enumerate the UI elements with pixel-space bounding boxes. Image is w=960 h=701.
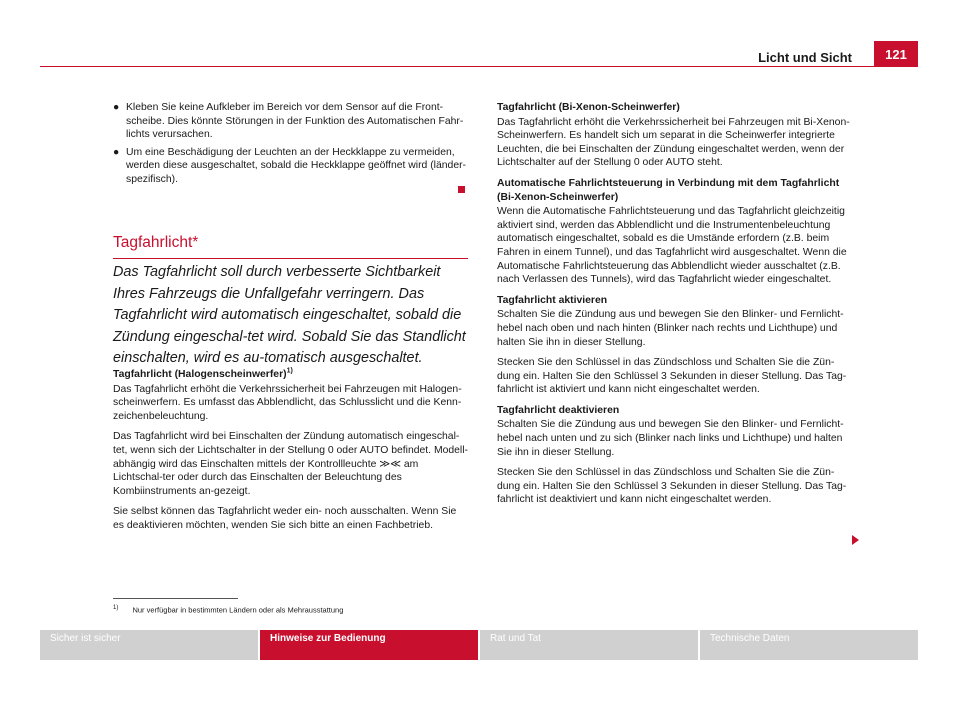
- paragraph: Das Tagfahrlicht erhöht die Verkehrssicherheit bei Fahrzeugen mit Halogen-scheinwerfern. Es umfasst das Abblendlicht, das Schlusslicht und die Kenn-zeichenbeleuchtung.: [113, 383, 462, 422]
- block-text: Das Tagfahrlicht erhöht die Verkehrssicherheit bei Fahrzeugen mit Bi-Xenon-Scheinwerfern. Es handelt sich um separat in die Scheinwerfer integrierte Leuchten, die bei Einschalten der Zündung eingeschaltet werden, wenn der Lichtschalter auf der Stellung 0 oder AUTO steht.: [497, 116, 850, 169]
- left-column-bottom: [113, 368, 468, 540]
- block-heading: Tagfahrlicht deaktivieren: [497, 404, 620, 416]
- bullet-icon: ●: [113, 146, 120, 158]
- continue-arrow-icon: [852, 535, 859, 545]
- tab-hinweise-zur-bedienung[interactable]: Hinweise zur Bedienung: [260, 630, 478, 660]
- tab-technische-daten[interactable]: Technische Daten: [700, 630, 918, 660]
- end-square-icon: [458, 186, 465, 193]
- block-heading: Tagfahrlicht aktivieren: [497, 294, 608, 306]
- text-block: [497, 294, 857, 349]
- paragraph: Das Tagfahrlicht wird bei Einschalten der Zündung automatisch eingeschal-tet, wenn sich der Lichtschalter in der Stellung 0 oder AUTO befindet. Modell-abhängig wird das Einschalten mittels der Kontrollleuchte ≫≪ am Lichtschal-ter oder durch das Einschalten der Beleuchtung des Kombiinstruments an-gezeigt.: [113, 431, 469, 497]
- footnote-mark: 1): [113, 605, 119, 611]
- sub-heading-text: Tagfahrlicht (Halogenscheinwerfer): [113, 369, 287, 380]
- bullet-text: Um eine Beschädigung der Leuchten an der Heckklappe zu vermeiden, werden diese ausgeschaltet, sobald die Heckklappe geöffnet wird (länder-spezifisch).: [126, 146, 467, 185]
- section-intro: Das Tagfahrlicht soll durch verbesserte Sichtbarkeit Ihres Fahrzeugs die Unfallgefahr verringern. Das Tagfahrlicht wird automatisch eingeschaltet, sobald die Zündung eingeschal-tet wird. Sobald Sie das Standlicht einschalten, wird es au-tomatisch ausgeschaltet.: [113, 264, 466, 366]
- list-item: [113, 101, 468, 142]
- page-number: 121: [874, 41, 918, 67]
- footnote-rule: [113, 598, 238, 599]
- right-column: [497, 101, 857, 514]
- bottom-nav: [40, 630, 918, 660]
- bullet-text: Kleben Sie keine Aufkleber im Bereich vor dem Sensor auf die Front-scheibe. Dies könnte Störungen in der Funktion des Automatischen Fahr-lichts verursachen.: [126, 102, 464, 141]
- text-block: [497, 404, 857, 459]
- header-rule: [40, 66, 918, 67]
- sub-heading: [113, 368, 468, 382]
- footnote-text: Nur verfügbar in bestimmten Ländern oder als Mehrausstattung: [132, 605, 344, 615]
- left-column-top: [113, 101, 468, 191]
- block-heading: Tagfahrlicht (Bi-Xenon-Scheinwerfer): [497, 102, 680, 113]
- block-text: Schalten Sie die Zündung aus und bewegen Sie den Blinker- und Fernlicht-hebel nach unten und zu sich (Blinker nach links und Lichthupe) und halten Sie ihn in dieser Stellung.: [497, 419, 844, 458]
- block-text: Wenn die Automatische Fahrlichtsteuerung und das Tagfahrlicht gleichzeitig aktiviert sind, werden das Abblendlicht und die Instrumentenbeleuchtung automatisch eingeschaltet, sobald es die Umstände erfordern (z.B. beim Fahren in einem Tunnel), und das Tagfahrlicht wird ausgeschaltet. Wenn die Automatische Fahrlichtsteuerung das Abblendlicht wieder ausschaltet (z.B. nach Verlassen des Tunnels), wird das Tagfahrlicht wieder eingeschaltet.: [497, 206, 847, 286]
- text-block: [497, 177, 857, 287]
- block-text: Stecken Sie den Schlüssel in das Zündschloss und Schalten Sie die Zün-dung ein. Halten Sie den Schlüssel 3 Sekunden in dieser Stellung. Das Tag-fahrlicht ist aktiviert und kann nicht eingeschaltet werden.: [497, 357, 847, 396]
- block-heading: Automatische Fahrlichtsteuerung in Verbindung mit dem Tagfahrlicht (Bi-Xenon-Scheinwerfer): [497, 177, 840, 203]
- list-item: [113, 146, 468, 187]
- block-text: Schalten Sie die Zündung aus und bewegen Sie den Blinker- und Fernlicht-hebel nach oben und nach hinten (Blinker nach rechts und Lichthupe) und halten Sie ihn in dieser Stellung.: [497, 309, 844, 348]
- text-block: [497, 356, 857, 397]
- tab-sicher-ist-sicher[interactable]: Sicher ist sicher: [40, 630, 258, 660]
- footnote-ref: 1): [286, 367, 293, 375]
- bullet-icon: ●: [113, 102, 120, 113]
- text-block: [497, 101, 857, 170]
- section-rule: [113, 258, 468, 259]
- section-title: Tagfahrlicht*: [113, 234, 199, 251]
- footnote: [113, 605, 343, 615]
- block-text: Stecken Sie den Schlüssel in das Zündschloss und Schalten Sie die Zün-dung ein. Halten Sie den Schlüssel 3 Sekunden in dieser Stellung. Das Tag-fahrlicht ist deaktiviert und kann nicht eingeschaltet werden.: [497, 467, 847, 506]
- paragraph: Sie selbst können das Tagfahrlicht weder ein- noch ausschalten. Wenn Sie es deaktivieren möchten, wenden Sie sich bitte an einen Fachbetrieb.: [113, 506, 457, 531]
- tab-rat-und-tat[interactable]: Rat und Tat: [480, 630, 698, 660]
- text-block: [497, 466, 857, 507]
- page-title: Licht und Sicht: [758, 50, 852, 65]
